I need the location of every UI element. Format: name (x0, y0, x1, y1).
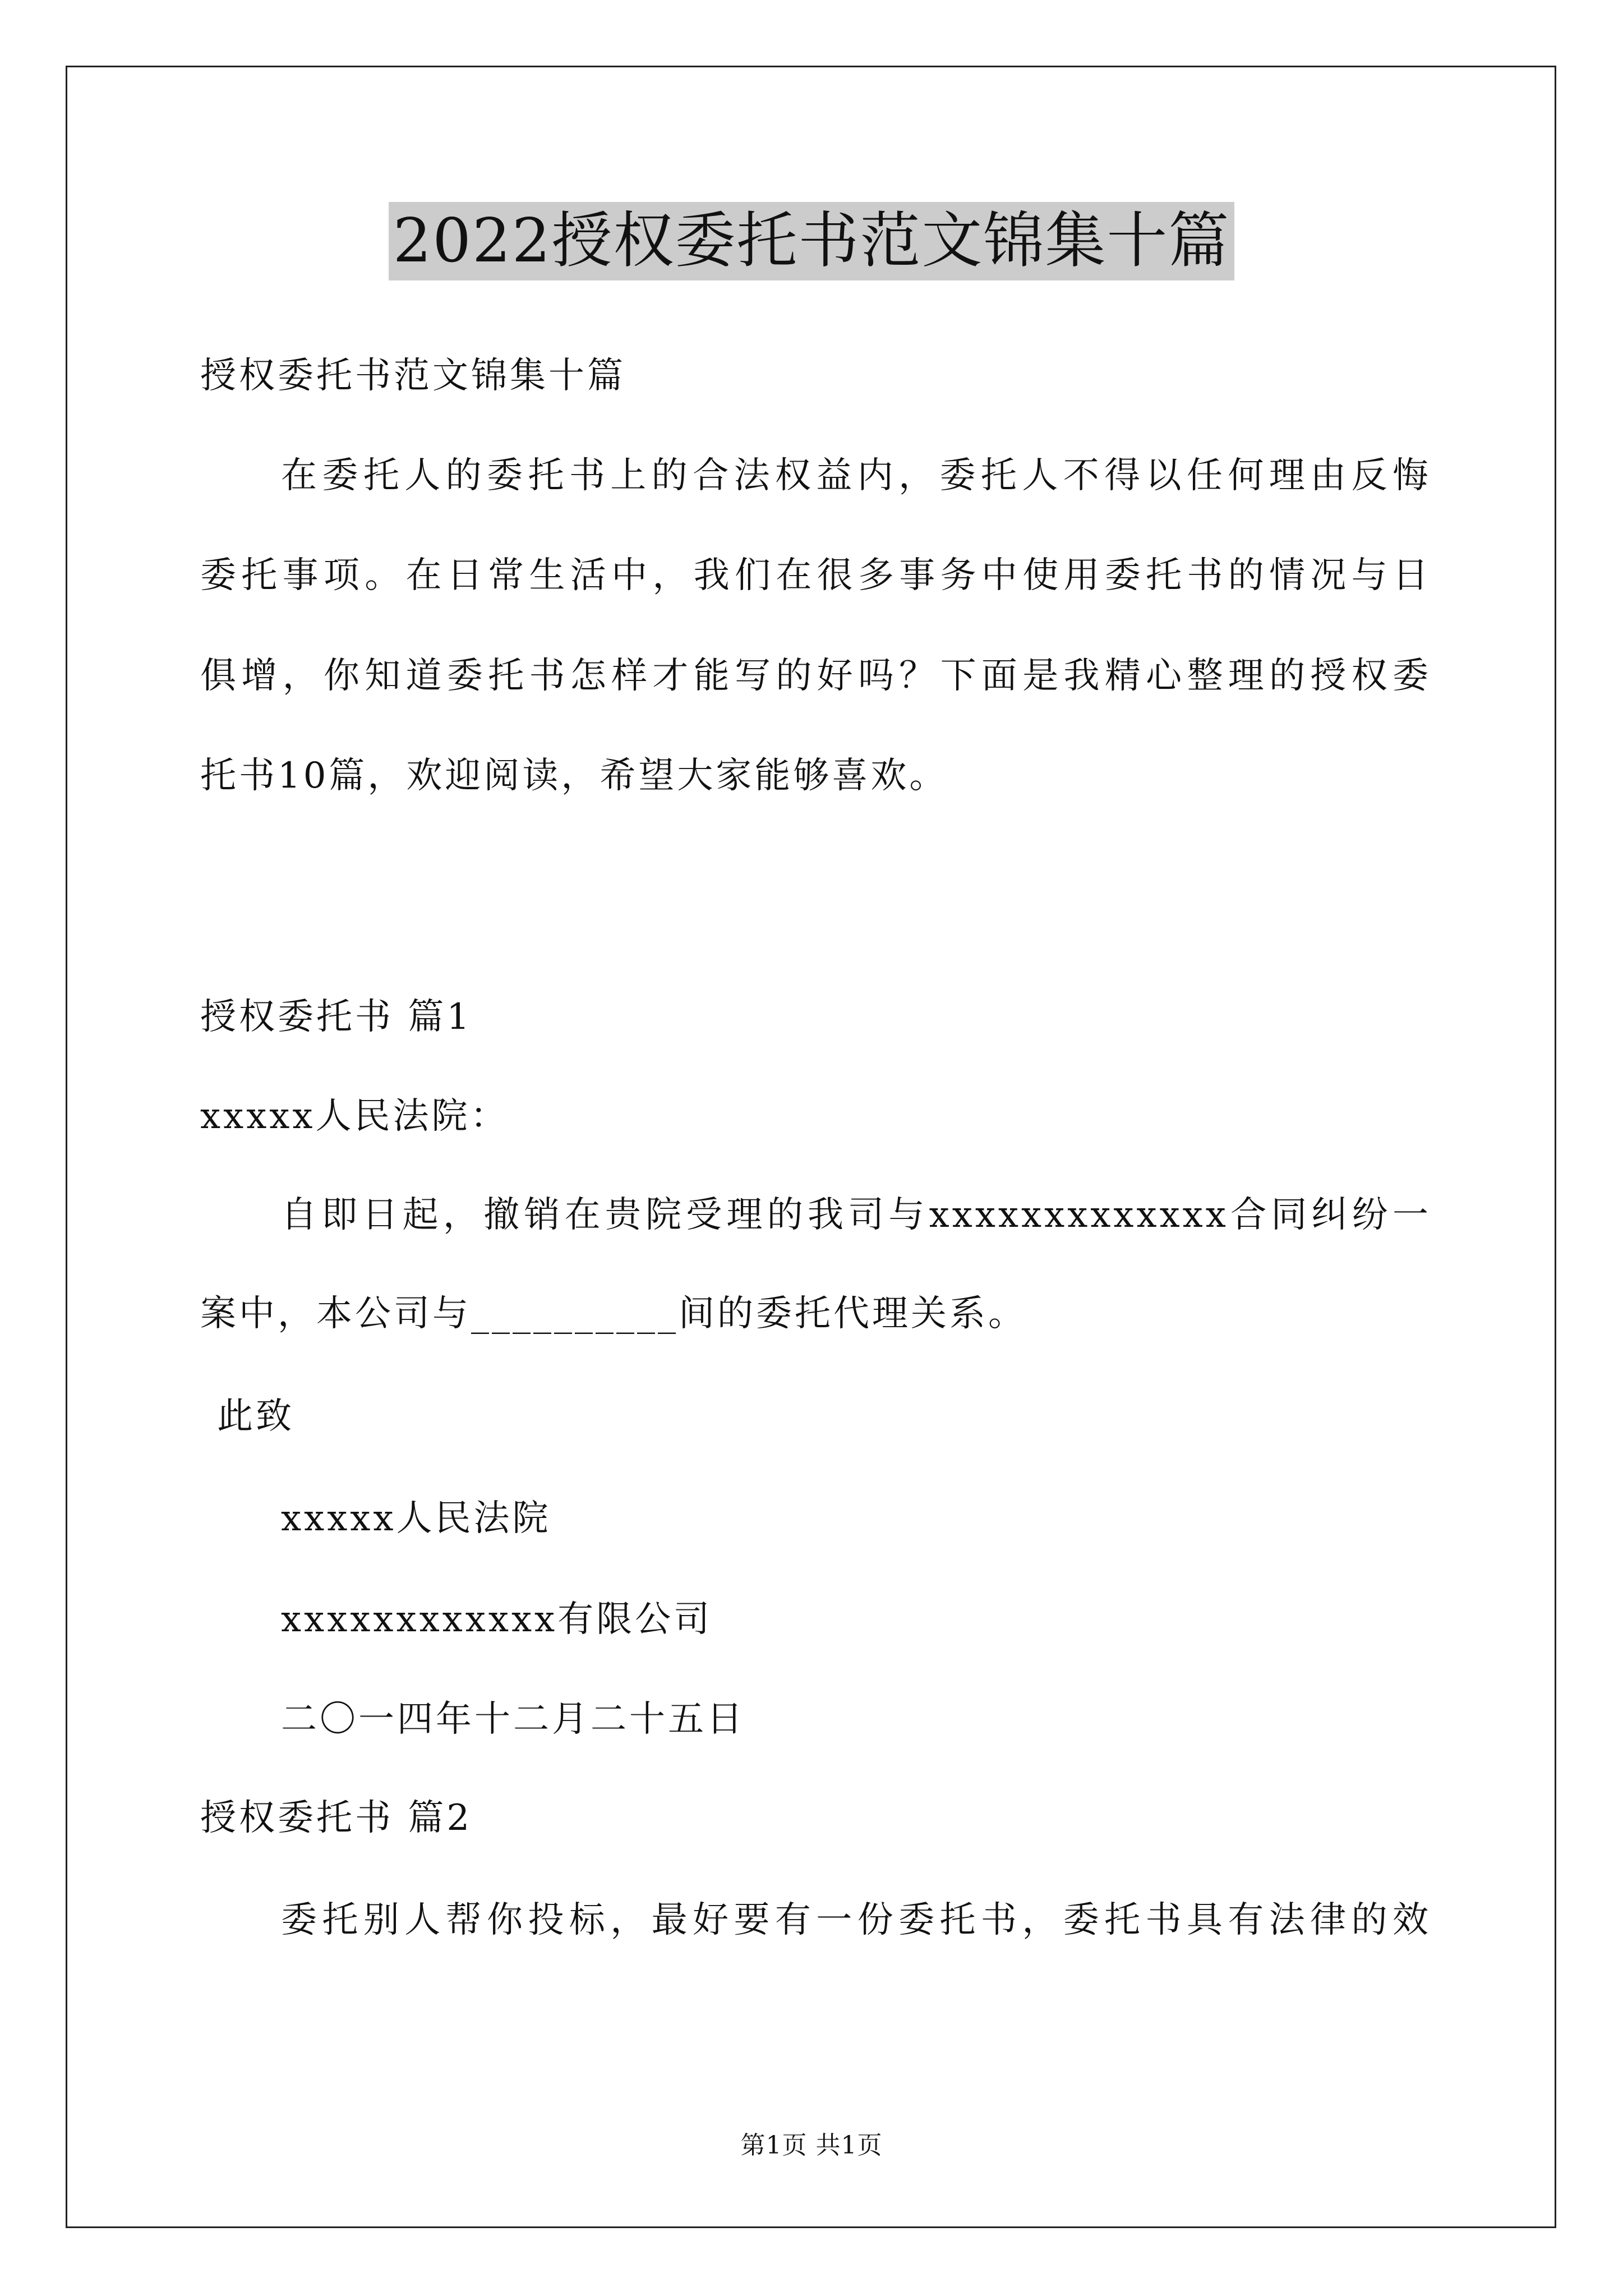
section1-body-line-1: 自即日起，撤销在贵院受理的我司与xxxxxxxxxxxxx合同纠纷一 (281, 1194, 1431, 1236)
section1-company: xxxxxxxxxxxx有限公司 (281, 1599, 713, 1640)
intro-line-3: 俱增，你知道委托书怎样才能写的好吗？下面是我精心整理的授权委 (200, 655, 1431, 697)
section2-body-line-1: 委托别人帮你投标，最好要有一份委托书，委托书具有法律的效 (281, 1899, 1431, 1941)
document-title: 2022授权委托书范文锦集十篇 (389, 202, 1235, 280)
intro-line-1: 在委托人的委托书上的合法权益内，委托人不得以任何理由反悔 (281, 455, 1431, 496)
document-subtitle: 授权委托书范文锦集十篇 (200, 355, 626, 397)
section1-date: 二〇一四年十二月二十五日 (281, 1699, 745, 1740)
section1-addressee: xxxxx人民法院： (200, 1096, 509, 1137)
page-footer: 第1页 共1页 (740, 2131, 883, 2160)
intro-line-4: 托书10篇，欢迎阅读，希望大家能够喜欢。 (200, 755, 948, 797)
section1-heading: 授权委托书 篇1 (200, 996, 473, 1038)
title-container (0, 202, 1623, 280)
section1-court: xxxxx人民法院 (281, 1498, 551, 1539)
intro-line-2: 委托事项。在日常生活中，我们在很多事务中使用委托书的情况与日 (200, 555, 1431, 596)
section1-body-line-2: 案中，本公司与__________间的委托代理关系。 (200, 1293, 1027, 1335)
section2-heading: 授权委托书 篇2 (200, 1797, 473, 1839)
section1-closing: 此致 (217, 1396, 294, 1437)
